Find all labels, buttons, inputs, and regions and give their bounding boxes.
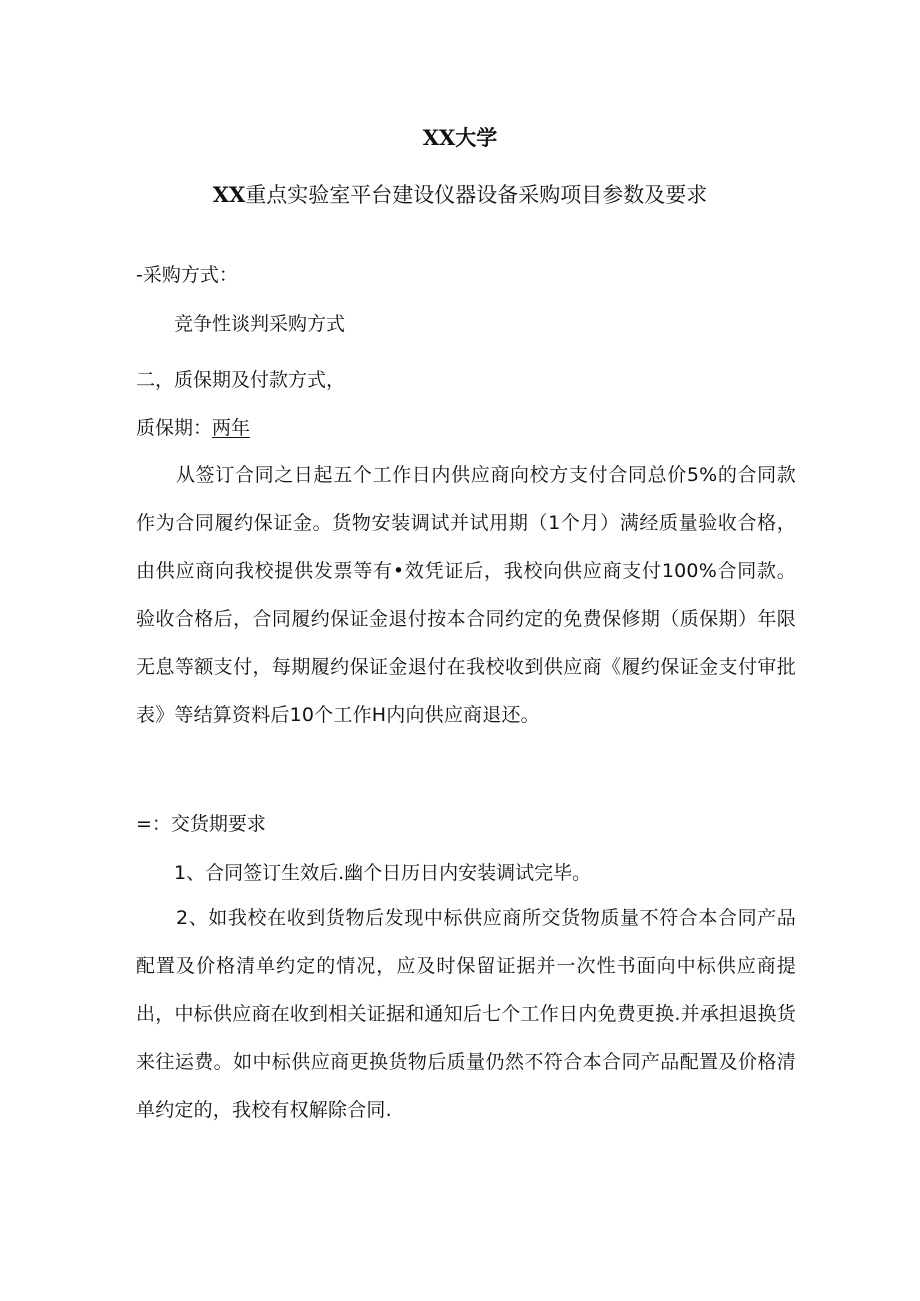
warranty-label: 质保期： [136, 417, 213, 439]
warranty-value: 两年 [212, 417, 251, 439]
section1-body: 竞争性谈判采购方式 [174, 313, 346, 335]
subtitle-prefix: XX [212, 182, 246, 207]
delivery-item-2: 2、如我校在收到货物后发现中标供应商所交货物质量不符合本合同产品配置及价格清单约定的情况，应及时保留证据并一次性书面向中标供应商提出，中标供应商在收到相关证据和通知后七个工作日内免费更换.并承担退换货来往运费。如中标供应商更换货物后质量仍然不符合本合同产品配置及价格清单约定的，我校有权解除合同. [136, 907, 796, 1121]
delivery-item-1: 1、合同签订生效后.幽个日历日内安装调试完毕。 [174, 862, 592, 884]
section1-heading: -采购方式： [136, 264, 238, 286]
document-title: XX大学 [422, 125, 498, 150]
payment-paragraph: 从签订合同之日起五个工作日内供应商向校方支付合同总价5%的合同款作为合同履约保证金。货物安装调试并试用期（1个月）满经质量验收合格，由供应商向我校提供发票等有•效凭证后，我校向供应商支付100%合同款。验收合格后，合同履约保证金退付按本合同约定的免费保修期（质保期）年限无息等额支付，每期履约保证金退付在我校收到供应商《履约保证金支付审批表》等结算资料后10个工作H内向供应商退还。 [136, 464, 796, 726]
section3-heading: =：交货期要求 [136, 813, 266, 835]
section2-heading: 二，质保期及付款方式， [136, 369, 346, 391]
subtitle-text: 重点实验室平台建设仪器设备采购项目参数及要求 [245, 183, 708, 207]
document-subtitle [0, 181, 920, 209]
warranty-line [136, 415, 250, 441]
